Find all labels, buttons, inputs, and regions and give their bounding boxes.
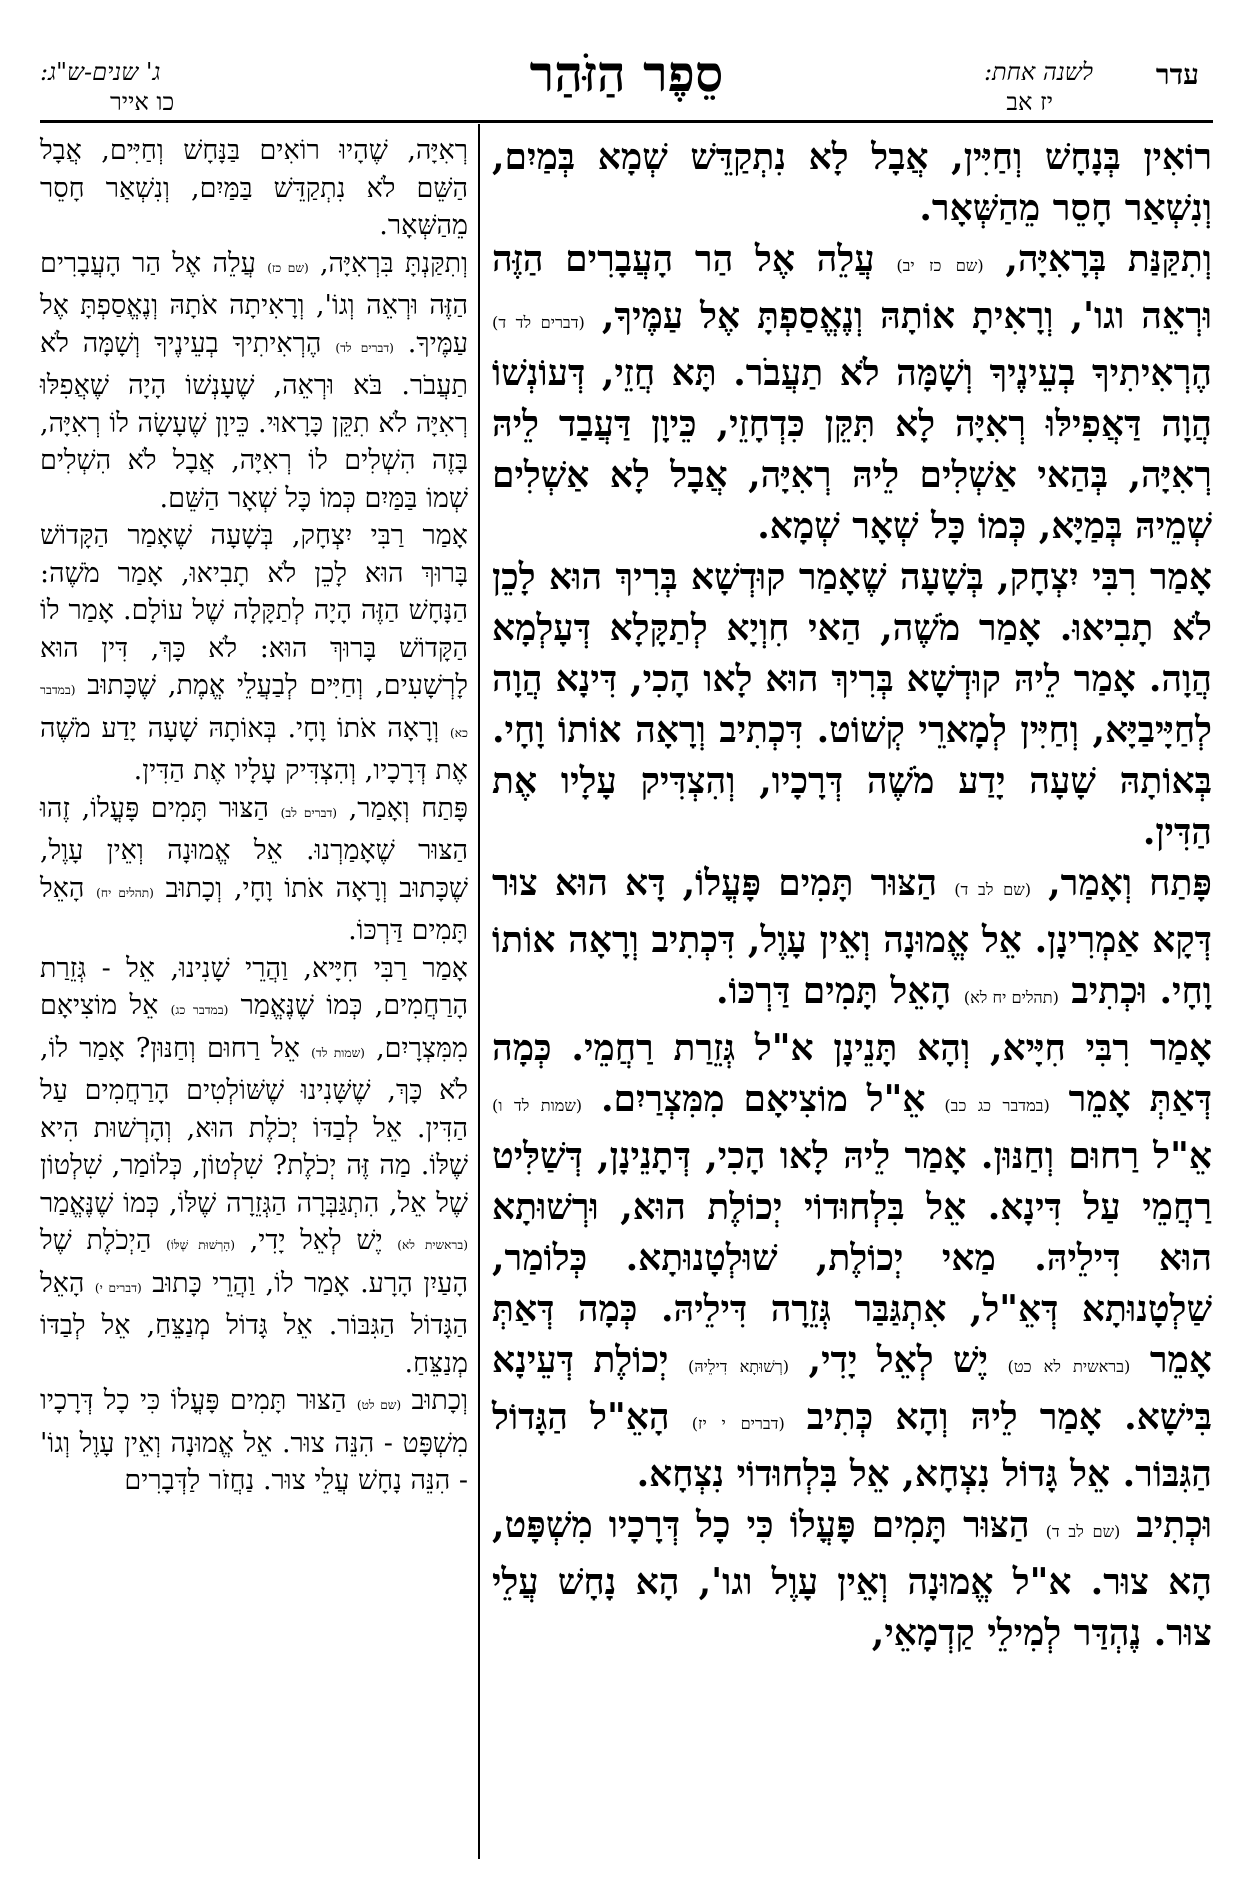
verse-reference: (שם לט): [356, 1398, 402, 1412]
text-segment: אֵל מוֹצִיאָם מִמִּצְרָיִם,: [40, 990, 468, 1064]
verse-reference: (דברים לד ד): [492, 313, 585, 332]
schedule-label-three-years: ג' שנים-ש"ג:: [40, 58, 161, 86]
verse-reference: (בראשית לא): [397, 1238, 468, 1252]
verse-reference: (הָרְשׁוּת שֶׁלּוֹ): [166, 1238, 235, 1252]
schedule-date-three-years: כו אייר: [110, 88, 175, 116]
text-segment: אֵל רַחוּם וְחַנּוּן? אָמַר לוֹ, לֹא כָּךְ, שֶׁשָּׁנִינוּ שֶׁשּׁוֹלְטִים הָרַחֲמִים עַל הַדִּין. אֵל לְבַדּוֹ יְכֹלֶת הוּא, וְהָרְשׁוּת הִיא שֶׁלּוֹ. מַה זֶּה יְכֹלֶת? שִׁלְטוֹן, כְּלוֹמַר, שִׁלְטוֹן שֶׁל אֵל, הִתְגַּבְּרָה הַגְּזֵרָה שֶׁלּוֹ, כְּמוֹ שֶׁנֶּאֱמַר: [40, 1032, 468, 1219]
text-segment: וְרָאָה אֹתוֹ וָחָי. בְּאוֹתָהּ שָׁעָה יָדַע מֹשֶׁה אֶת דְּרָכָיו, וְהִצְדִּיק עָלָיו אֶת הַדִּין.: [40, 712, 468, 786]
verse-reference: (שם לב ד): [954, 880, 1032, 899]
text-segment: אָמַר רַבִּי חִיָּיא, וַהֲרֵי שָׁנִינוּ, אֵל - גְּזֵרַת הָרַחֲמִים, כְּמוֹ שֶׁנֶּאֱמַר: [40, 952, 468, 1021]
text-segment: הָאֵל תָּמִים דַּרְכּוֹ.: [40, 872, 468, 946]
text-segment: הַצּוּר תָּמִים פָּעֳלוֹ כִּי כָל דְּרָכָיו מִשְׁפָּט - הִנֵּה צוּר. אֵל אֱמוּנָה וְאֵין עָוֶל וְגוֹ' - הִנֵּה נָחָשׁ עֲלֵי צוּר. נַחֲזֹר לַדְּבָרִים: [40, 1385, 468, 1496]
text-segment: יֶשׁ לְאֵל יָדִי,: [789, 1339, 1008, 1381]
text-segment: הַצּוּר תָּמִים פָּעֳלוֹ כִּי כָל דְּרָכָיו מִשְׁפָּט, הָא צוּר. א"ל אֱמוּנָה וְאֵין עָוֶל וגו', הָא נָחָשׁ עֲלֵי צוּר. נֶהְדַּר לְמִילֵי קַדְמָאֵי,: [492, 1504, 1212, 1654]
book-title: סֵפֶר הַזֹּהַר: [529, 44, 724, 103]
text-segment: אֵ"ל רַחוּם וְחַנּוּן. אָמַר לֵיהּ לָאו הָכִי, דְּתָנֵינָן, דְּשַׁלִּיט רַחֲמֵי עַל דִּינָא. אֵל בִּלְחוּדוֹי יְכוֹלֶת הוּא, וּרְשׁוּתָא הוּא דִּילֵיהּ. מַאי יְכוֹלֶת, שׁוּלְטָנוּתָא. כְּלוֹמַר, שַׁלְטָנוּתָא דְּאֵ"ל, אִתְגַּבַּר גְּזֵרָה דִּילֵיהּ. כְּמָה דְּאַתְּ אָמֵר: [492, 1135, 1213, 1381]
translation-column: [40, 132, 468, 1500]
verse-reference: (תהלים יח): [96, 885, 154, 900]
verse-reference: (רְשׁוּתָא דִילֵיהּ): [688, 1357, 790, 1376]
verse-reference: (במדבר כג כב): [944, 1096, 1050, 1115]
column-divider: [478, 124, 480, 1859]
verse-reference: (דברים לב): [280, 805, 338, 820]
text-segment: וּכְתִיב: [1120, 1504, 1212, 1546]
paragraph: [492, 1023, 1212, 1500]
text-segment: הֶרְאִיתִיךָ בְעֵינֶיךָ וְשָׁמָּה לֹא תַעֲבֹר. בֹּא וּרְאֵה, שֶׁעָנְשׁוֹ הָיָה שֶׁאֲפִלּוּ רְאִיָּה לֹא תִקֵּן כָּרָאוּי. כֵּיוָן שֶׁעָשָׂה לוֹ רְאִיָּה, בָּזֶה הִשְׁלִים לוֹ רְאִיָּה, אֲבָל לֹא הִשְׁלִים שְׁמוֹ בַּמַּיִם כְּמוֹ כָּל שְׁאָר הַשֵּׁם.: [40, 327, 468, 514]
verse-reference: (דברים י יז): [691, 1414, 785, 1433]
paragraph: רְאִיָּה, שֶׁהָיוּ רוֹאִים בַּנָּחָשׁ וְחַיִּים, אֲבָל הַשֵּׁם לֹא נִתְקַדֵּשׁ בַּמַּיִם, וְנִשְׁאַר חָסֵר מֵהַשְּׁאָר.: [40, 135, 468, 241]
paragraph: [492, 234, 1212, 552]
text-segment: הַצּוּר תָּמִים פָּעֳלוֹ, דָּא הוּא צוּר דְּקָא אַמְרִינָן. אֵל אֱמוּנָה וְאֵין עָוֶל, דִּכְתִיב וְרָאָה אוֹתוֹ וָחָי. וּכְתִיב: [492, 862, 1212, 1012]
text-segment: הַצּוּר תָּמִים פָּעֳלוֹ, זֶהוּ הַצּוּר שֶׁאָמַרְנוּ. אֵל אֱמוּנָה וְאֵין עָוֶל, שֶׁכָּתוּב וְרָאָה אֹתוֹ וָחָי, וְכָתוּב: [40, 792, 469, 904]
verse-reference: (שמות לד ו): [492, 1096, 583, 1115]
text-segment: וְתִקַּנַּת בְּרָאִיָּה,: [983, 238, 1212, 280]
verse-reference: (תהלים יח לא): [963, 988, 1059, 1007]
verse-reference: (דברים לד): [335, 340, 394, 355]
verse-reference: (שמות לד): [311, 1045, 365, 1060]
text-segment: פָּתַח וְאָמַר,: [337, 792, 468, 824]
text-segment: עֲלֵה אֶל הַר הָעֲבָרִים הַזֶּה וּרְאֵה וְגוֹ', וְרָאִיתָה אֹתָהּ וְנֶאֱסַפְתָּ אֶל עַמֶּיךָ.: [40, 247, 469, 359]
text-segment: פָּתַח וְאָמַר,: [1031, 862, 1212, 904]
schedule-date-one-year: יז אב: [1006, 88, 1053, 116]
page-number: עדר: [1155, 58, 1199, 91]
paragraph: [40, 245, 468, 518]
paragraph: [40, 790, 468, 950]
text-segment: אָמַר רִבִּי חִיָּיא, וְהָא תָּנֵינָן א"ל גְּזֵרַת רַחֲמֵי. כְּמָה דְּאַתְּ אָמֵר: [492, 1027, 1213, 1120]
verse-reference: (במדבר כג): [170, 1003, 229, 1017]
text-segment: הָאֵל תָּמִים דַּרְכּוֹ.: [715, 970, 964, 1012]
page-header: [0, 0, 1253, 120]
text-segment: יְכוֹלֶת דְּעֵינָא בִּישָׁא. אָמַר לֵיהּ וְהָא כְּתִיב: [492, 1339, 1212, 1438]
verse-reference: (בראשית לא כט): [1007, 1357, 1131, 1376]
verse-reference: (שם כז יב): [896, 256, 984, 275]
text-segment: הָאֵל הַגָּדוֹל הַגִּבּוֹר. אֵל גָּדוֹל מְנַצֵּחַ, אֵל לְבַדּוֹ מְנַצֵּחַ.: [40, 1267, 468, 1379]
schedule-label-one-year: לשנה אחת:: [983, 58, 1093, 86]
header-rule: [40, 120, 1213, 123]
main-text-column: [492, 132, 1212, 1659]
text-segment: עֲלֵה אֶל הַר הָעֲבָרִים הַזֶּה וּרְאֵה וגו', וְרָאִיתָ אוֹתָהּ וְנֶאֱסַפְתָּ אֶל עַמֶּיךָ,: [492, 238, 1213, 337]
verse-reference: (שם לב ד): [1045, 1522, 1121, 1541]
paragraph: [40, 1382, 468, 1500]
paragraph: רוֹאִין בְּנָחָשׁ וְחַיִּין, אֲבָל לָא נִתְקַדֵּשׁ שְׁמָא בְּמַיִם, וְנִשְׁאַר חָסֵר מֵהַשְּׁאָר.: [492, 136, 1212, 229]
paragraph: אָמַר רִבִּי יִצְחָק, בְּשָׁעָה שֶׁאָמַר קוּדְשָׁא בְּרִיךְ הוּא לָכֵן לֹא תָבִיאוּ. אָמַר מֹשֶׁה, הַאי חִוְיָא לְתַקָּלָא דְּעָלְמָא הֲוָה. אָמַר לֵיהּ קוּדְשָׁא בְּרִיךְ הוּא לָאו הָכִי, דִּינָא הֲוָה לְחַיָּיבַיָּא, וְחַיִּין לְמָארֵי קְשׁוֹט. דִּכְתִיב וְרָאָה אוֹתוֹ וָחָי. בְּאוֹתָהּ שָׁעָה יָדַע מֹשֶׁה דְּרָכָיו, וְהִצְדִּיק עָלָיו אֶת הַדִּין.: [492, 556, 1212, 853]
paragraph: [492, 1500, 1212, 1659]
text-segment: הֶרְאִיתִיךָ בְעֵינֶיךָ וְשָׁמָּה לֹא תַעֲבֹר. תָּא חֲזֵי, דְּעוֹנְשׁוֹ הֲוָה דַּאֲפִילּוּ רְאִיָּה לָא תִּקֵּן כִּדְחָזֵי, כֵּיוָן דַּעֲבַד לֵיהּ רְאִיָּה, בְּהַאי אַשְׁלִים לֵיהּ רְאִיָּה, אֲבָל לָא אַשְׁלִים שְׁמֵיהּ בְּמַיָּא, כְּמוֹ כָּל שְׁאָר שְׁמָא.: [492, 352, 1212, 547]
verse-reference: (במדבר כא): [40, 683, 468, 740]
paragraph: [40, 517, 468, 790]
text-segment: יֶשׁ לְאֵל יָדִי,: [235, 1225, 398, 1256]
text-segment: וְתִקַּנְתָּ בִּרְאִיָּה,: [308, 247, 468, 279]
paragraph: [40, 950, 468, 1383]
verse-reference: (דברים י): [94, 1280, 142, 1295]
text-segment: הָאֵ"ל הַגָּדוֹל הַגִּבּוֹר. אֵל גָּדוֹל נִצְחָא, אֵל בִּלְחוּדוֹי נִצְחָא.: [492, 1396, 1212, 1495]
text-segment: וְכָתוּב: [401, 1385, 468, 1416]
paragraph: [492, 858, 1212, 1023]
text-segment: אֵ"ל מוֹצִיאָם מִמִּצְרַיִם.: [582, 1078, 945, 1120]
text-segment: הַיְכֹלֶת שֶׁל הָעַיִן הָרָע. אָמַר לוֹ, וַהֲרֵי כָּתוּב: [40, 1225, 468, 1299]
verse-reference: (שם כז): [267, 260, 309, 275]
text-segment: אָמַר רַבִּי יִצְחָק, בְּשָׁעָה שֶׁאָמַר הַקָּדוֹשׁ בָּרוּךְ הוּא לָכֵן לֹא תָבִיאוּ, אָמַר מֹשֶׁה: הַנָּחָשׁ הַזֶּה הָיָה לְתַקָּלָה שֶׁל עוֹלָם. אָמַר לוֹ הַקָּדוֹשׁ בָּרוּךְ הוּא: לֹא כָּךְ, דִּין הוּא לָרְשָׁעִים, וְחַיִּים לְבַעֲלֵי אֱמֶת, שֶׁכָּתוּב: [40, 520, 468, 701]
